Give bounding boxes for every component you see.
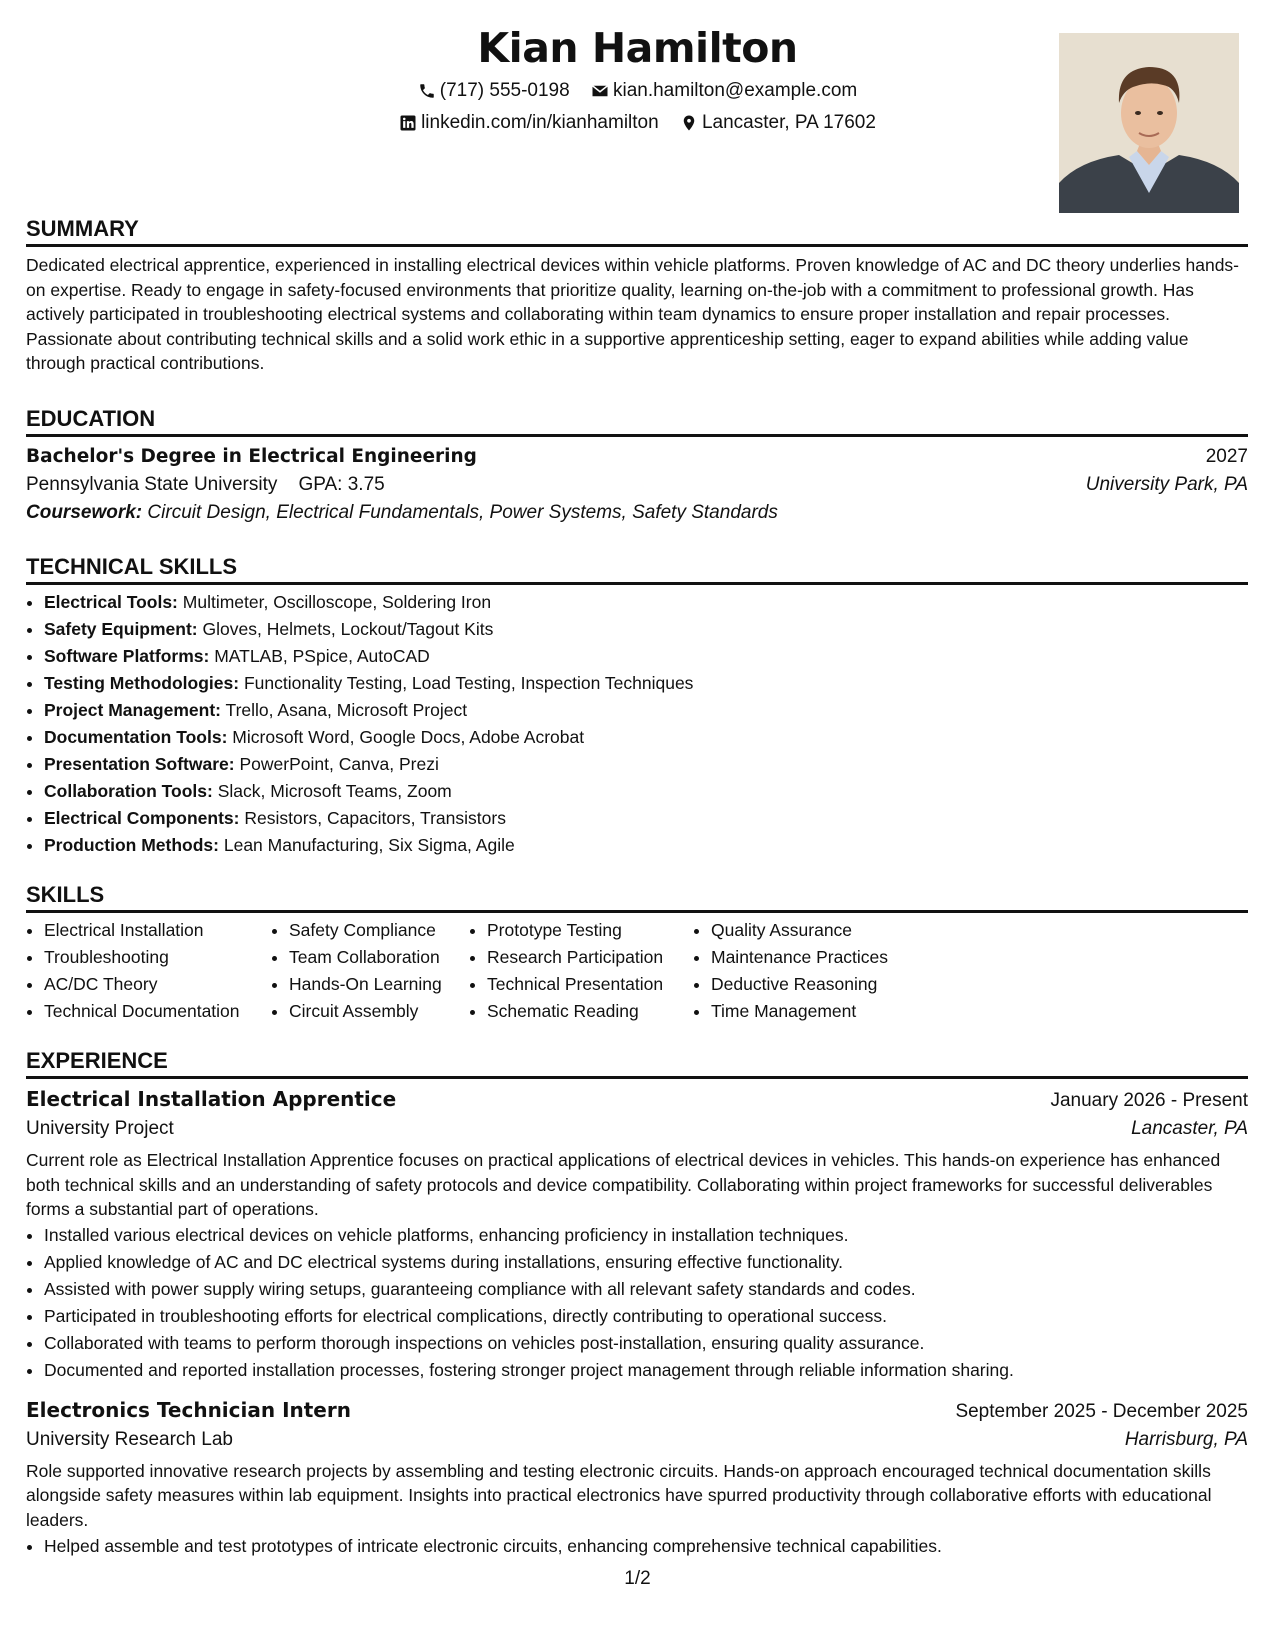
technical-skill-item [44,832,1248,859]
map-pin-icon [680,114,698,132]
technical-skill-value: Multimeter, Oscilloscope, Soldering Iron [182,592,492,612]
candidate-name: Kian Hamilton [477,24,798,72]
technical-skill-value: Microsoft Word, Google Docs, Adobe Acrobat [232,727,585,747]
job-bullets [26,1533,1248,1560]
job-bullet: • Documented and reported installation processes, fostering stronger project management through reliable information sharing. [44,1357,1248,1384]
technical-skill-label: Electrical Tools: [44,592,178,612]
technical-skill-label: Electrical Components: [44,808,240,828]
technical-skill-item [44,589,1248,616]
job-organization: University Project [26,1118,174,1139]
job-bullet: • Applied knowledge of AC and DC electrical systems during installations, ensuring effective functionality. [44,1249,1248,1276]
coursework-label: Coursework: [26,502,143,523]
linkedin-link[interactable]: linkedin.com/in/kianhamilton [421,112,659,133]
email-link[interactable]: kian.hamilton@example.com [612,80,858,101]
technical-skill-value: MATLAB, PSpice, AutoCAD [214,646,430,666]
education-section [26,404,1248,524]
job-role: Electrical Installation Apprentice [26,1087,397,1111]
technical-skill-label: Testing Methodologies: [44,673,240,693]
skill-item: • Maintenance Practices [711,944,933,971]
page-number: 1/2 [624,1568,651,1589]
job-bullet: • Collaborated with teams to perform thorough inspections on vehicles post-installation, ensuring quality assurance. [44,1330,1248,1357]
skill-item: • Deductive Reasoning [711,971,933,998]
graduation-year: 2027 [1205,446,1248,467]
job-role: Electronics Technician Intern [26,1397,351,1422]
skills-columns [26,917,1248,1025]
job-dates: September 2025 - December 2025 [955,1400,1248,1422]
job-dates: January 2026 - Present [1050,1090,1248,1111]
job-bullet: • Helped assemble and test prototypes of intricate electronic circuits, enhancing comprehensive technical capabilities. [44,1533,1248,1560]
skill-item: • Team Collaboration [289,944,469,971]
skill-item: • Safety Compliance [289,917,469,944]
technical-skill-label: Collaboration Tools: [44,781,213,801]
skill-item: • Electrical Installation [44,917,271,944]
technical-skill-value: PowerPoint, Canva, Prezi [239,754,439,774]
job-organization: University Research Lab [26,1428,233,1450]
profile-photo [1059,33,1239,213]
education-school-row [26,474,1248,496]
experience-section [26,1046,1248,1560]
skills-heading: SKILLS [26,880,1248,913]
technical-skill-label: Project Management: [44,700,221,720]
skills-column [469,917,693,1025]
email-item[interactable] [591,80,857,102]
technical-skill-label: Presentation Software: [44,754,235,774]
skill-item: • Time Management [711,998,933,1025]
job-entry [26,1398,1248,1560]
skills-column [693,917,933,1025]
technical-skill-label: Production Methods: [44,835,219,855]
technical-skill-value: Gloves, Helmets, Lockout/Tagout Kits [202,619,494,639]
technical-skill-value: Functionality Testing, Load Testing, Inspection Techniques [243,673,694,693]
location-item [680,112,876,134]
technical-skill-label: Documentation Tools: [44,727,228,747]
phone-icon [418,82,436,100]
skill-item: • Prototype Testing [487,917,693,944]
skill-item: • Technical Documentation [44,998,271,1025]
skills-column [26,917,271,1025]
skills-section [26,880,1248,1025]
phone-item [418,80,570,102]
skill-item: • Research Participation [487,944,693,971]
school-location: University Park, PA [1085,474,1248,495]
technical-skill-value: Lean Manufacturing, Six Sigma, Agile [223,835,515,855]
job-title-row [26,1087,1248,1112]
portrait-illustration [1059,33,1239,213]
technical-skill-item [44,751,1248,778]
technical-skill-item [44,724,1248,751]
technical-skill-item [44,670,1248,697]
job-entry [26,1087,1248,1384]
technical-skill-item [44,778,1248,805]
skill-item: • Quality Assurance [711,917,933,944]
linkedin-icon [399,114,417,132]
job-org-row [26,1429,1248,1451]
technical-skill-value: Resistors, Capacitors, Transistors [244,808,506,828]
job-bullet: • Installed various electrical devices on vehicle platforms, enhancing proficiency in installation techniques. [44,1222,1248,1249]
technical-skill-item [44,616,1248,643]
job-bullet: • Participated in troubleshooting efforts for electrical complications, directly contributing to operational success. [44,1303,1248,1330]
technical-skill-value: Slack, Microsoft Teams, Zoom [217,781,452,801]
skill-item: • Circuit Assembly [289,998,469,1025]
job-description: Current role as Electrical Installation Apprentice focuses on practical applications of electrical devices in vehicles. This hands-on experience has enhanced both technical skills and an understanding of safety protocols and device compatibility. Collaborating within project frameworks for successful deliverables forms a substantial part of operations. [26,1150,1221,1220]
job-bullets [26,1222,1248,1384]
job-location: Harrisburg, PA [1124,1428,1248,1450]
education-heading: EDUCATION [26,404,1248,437]
job-description: Role supported innovative research projects by assembling and testing electronic circuits. Hands-on approach encouraged technical documentation skills alongside safety measures within lab equipment. Insights into practical electronics have spurred productivity through collaborative efforts with educational leaders. [26,1460,1212,1530]
technical-skill-item [44,805,1248,832]
summary-section [26,214,1248,376]
degree-title: Bachelor's Degree in Electrical Engineering [26,446,477,467]
skill-item: • AC/DC Theory [44,971,271,998]
technical-skills-heading: TECHNICAL SKILLS [26,552,1248,585]
skill-item: • Schematic Reading [487,998,693,1025]
technical-skill-item [44,643,1248,670]
phone-text: (717) 555-0198 [439,80,570,101]
experience-list [26,1087,1248,1560]
technical-skills-section [26,552,1248,859]
coursework-text: Circuit Design, Electrical Fundamentals, Power Systems, Safety Standards [147,502,778,523]
skill-item: • Technical Presentation [487,971,693,998]
technical-skill-label: Software Platforms: [44,646,210,666]
technical-skills-list [26,589,1248,859]
technical-skill-label: Safety Equipment: [44,619,198,639]
education-degree-row [26,446,1248,468]
coursework-line [26,502,1248,524]
technical-skill-item [44,697,1248,724]
skill-item: • Troubleshooting [44,944,271,971]
skills-column [271,917,469,1025]
linkedin-item[interactable] [399,112,659,134]
summary-text: Dedicated electrical apprentice, experienced in installing electrical devices within vehicle platforms. Proven knowledge of AC and DC theory underlies hands-on expertise. Ready to engage in safety-focused environments that prioritize quality, learning on-the-job with a commitment to professional growth. Has actively participated in troubleshooting electrical systems and collaborating within team dynamics to ensure proper installation and repair processes. Passionate about contributing technical skills and a solid work ethic in a supportive apprenticeship setting, eager to expand abilities while adding value through practical contributions. [26,255,1240,374]
skill-item: • Hands-On Learning [289,971,469,998]
job-location: Lancaster, PA [1131,1118,1248,1139]
experience-heading: EXPERIENCE [26,1046,1248,1079]
summary-heading: SUMMARY [26,214,1248,247]
envelope-icon [591,82,609,100]
location-text: Lancaster, PA 17602 [701,112,876,133]
school-name: Pennsylvania State University [26,474,278,495]
job-title-row [26,1398,1248,1423]
gpa: GPA: 3.75 [298,474,385,495]
job-bullet: • Assisted with power supply wiring setups, guaranteeing compliance with all relevant safety standards and codes. [44,1276,1248,1303]
technical-skill-value: Trello, Asana, Microsoft Project [225,700,468,720]
school-info [26,474,385,496]
job-org-row [26,1118,1248,1140]
